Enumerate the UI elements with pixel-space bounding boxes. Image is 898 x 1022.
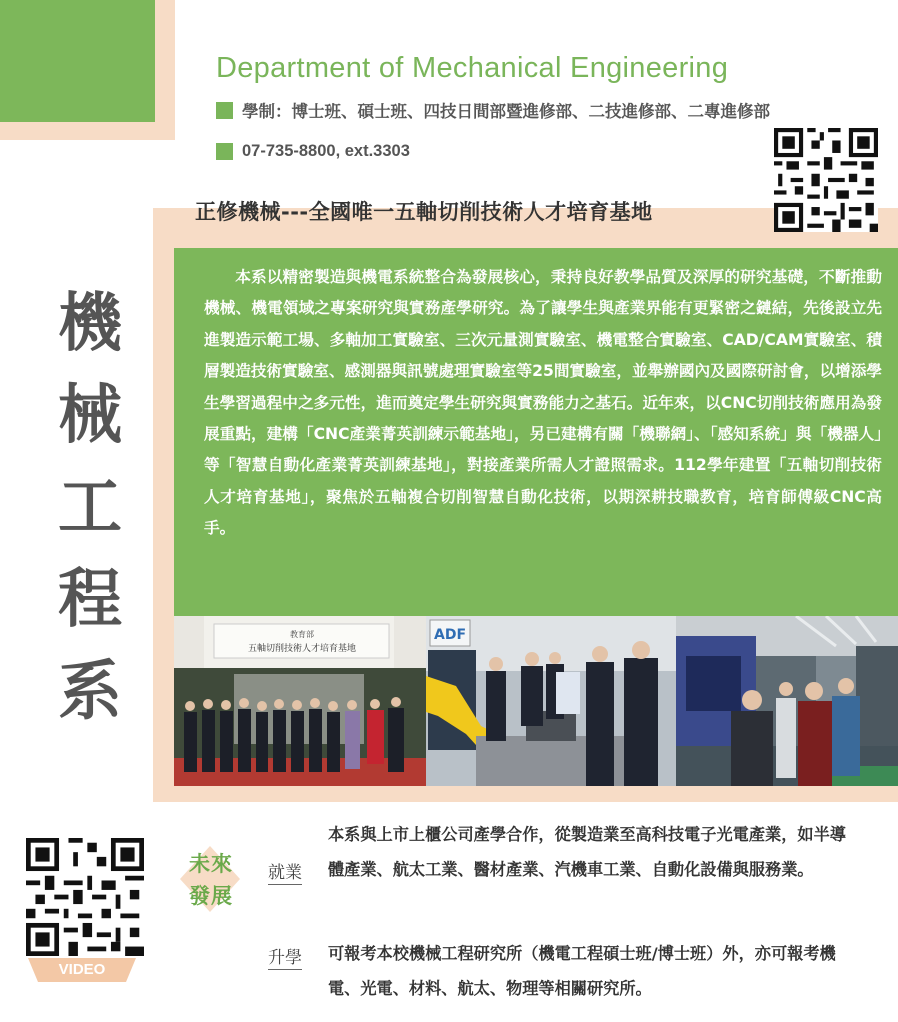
department-title-vertical [50, 278, 130, 738]
program-info-text: 學制：博士班、碩士班、四技日間部暨進修部、二技進修部、二專進修部 [242, 102, 770, 121]
photo-cnc-workshop [676, 616, 898, 786]
further-study-tag: 升學 [268, 943, 302, 970]
program-info-row [216, 99, 770, 121]
employment-text: 本系與上市上櫃公司產學合作，從製造業至高科技電子光電產業，如半導體產業、航太工業、醫材產業、汽機車工業、自動化設備與服務業。 [328, 825, 846, 879]
employment-tag: 就業 [268, 858, 302, 885]
title-char: 機 [58, 287, 122, 361]
photo-sign-line2: 五軸切削技術人才培育基地 [247, 644, 357, 654]
photo-robot-arm-demo [426, 616, 676, 786]
video-label[interactable]: VIDEO [58, 961, 106, 978]
photo-sign-line1: 教育部 [290, 630, 314, 639]
bullet-square-icon [216, 143, 233, 160]
website-qr-code-icon[interactable] [774, 128, 878, 232]
photo-logo-text: ADF [433, 627, 467, 643]
department-english-title: Department of Mechanical Engineering [216, 52, 729, 84]
title-char: 械 [58, 379, 122, 453]
title-char: 程 [58, 563, 122, 637]
intro-paragraph: 本系以精密製造與機電系統整合為發展核心，秉持良好教學品質及深厚的研究基礎，不斷推動機械、機電領域之專案研究與實務產學研究。為了讓學生與產業界能有更緊密之鏈結，先後設立先進製造示範工場、多軸加工實驗室、三次元量測實驗室、機電整合實驗室、CAD/CAM實驗室、積層製造技術實驗室、感測器與訊號處理實驗室等25間實驗室，並舉辦國內及國際研討會，以增添學生學習過程中之多元性，進而奠定學生研究與實務能力之基石。近年來，以CNC切削技術應用為發展重點，建構「CNC產業菁英訓練示範基地」，另已建構有關「機聯網」、「感知系統」與「機器人」等「智慧自動化產業菁英訓練基地」，對接產業所需人才證照需求。112學年建置「五軸切削技術人才培育基地」，聚焦於五軸複合切削智慧自動化技術，以期深耕技職教育，培育師傅級CNC高手。 [204, 268, 882, 538]
title-char: 系 [58, 655, 122, 729]
video-qr-code-icon[interactable] [26, 838, 144, 956]
photo-ceremony-group [174, 616, 426, 786]
bullet-square-icon [216, 102, 233, 119]
future-label-line1: 未來 [189, 852, 233, 876]
slogan-heading: 正修機械---全國唯一五軸切削技術人才培育基地 [195, 200, 653, 224]
future-label-line2: 發展 [189, 884, 233, 908]
title-char: 工 [58, 471, 122, 545]
phone-info-row [216, 140, 410, 162]
intro-text-block [204, 262, 882, 545]
further-study-text: 可報考本校機械工程研究所（機電工程碩士班/博士班）外，亦可報考機電、光電、材料、航太、物理等相關研究所。 [328, 944, 836, 998]
phone-text[interactable]: 07-735-8800, ext.3303 [242, 141, 410, 160]
corner-decoration-green [0, 0, 155, 122]
